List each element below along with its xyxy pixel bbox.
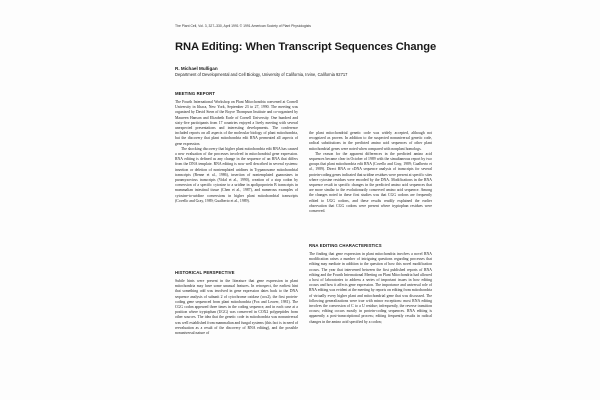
meeting-report-paragraph: The Fourth International Workshop on Plant Mitochondria convened at Cornell University in Ithaca, New York, September 23 to 27, 1990. The meeting was organized by David Stern of the Boyce Thompson Institute and co-organized by Maureen Hanson and Elizabeth Earle of Cornell University. One hundred and sixty-five participants from 17 countries enjoyed a lively meeting with several unexpected presentations and interesting developments. The conference included reports on all aspects of the molecular biology of plant mitochondria, but the discovery that plant mitochondria edit RNA permeated all aspects of gene expression. (175, 100, 298, 146)
historical-paragraph: Subtle hints were present in the literature that gene expression in plant mitochondria may have some unusual features. In retrospect, the earliest hint that something odd was involved in gene expression dates back to the DNA sequence analysis of subunit 2 of cytochrome oxidase (cox2), the first protein-coding gene sequenced from plant mitochondria (Fox and Leaver, 1981). The CGG codon appeared three times in the coding sequence, and in each case at a position where tryptophan (UGG) was conserved in COX2 polypeptides from other sources. The idea that the genetic code in mitochondria was nonuniversal was well established from mammalian and fungal systems (this fact is in need of reevaluation as a result of the discovery of RNA editing), and the possible nonuniversal nature of (175, 279, 298, 336)
right-column-intro (309, 131, 432, 214)
left-column-meeting-report (175, 100, 298, 204)
section-heading-historical-perspective: HISTORICAL PERSPECTIVE (175, 270, 235, 275)
right-intro-paragraph: The reason for the apparent differences in the predicted amino acid sequences became clear in October of 1989 with the simultaneous report by two groups that plant mitochondria edit RNA (Covello and Gray, 1989; Gualberto et al., 1989). Direct RNA or cDNA sequence analysis of transcripts for several protein-coding genes indicated that uridine residues were present at specific sites where cytosine residues were encoded by the DNA. Modifications in the RNA sequence result in specific changes in the predicted amino acid sequences that are more similar to the evolutionarily conserved amino acid sequence. Among the changes noted in these first studies was that CGG codons are frequently edited to UGG codons, and these results readily explained the earlier observation that CGG codons were present where tryptophan residues were conserved. (309, 151, 432, 214)
rna-editing-paragraph: The finding that gene expression in plant mitochondria involves a novel RNA modification raises a number of intriguing questions regarding processes that editing may mediate in addition to the question of how this novel modification occurs. The year that intervened between the first published reports of RNA editing and the Fourth International Meeting on Plant Mitochondria had allowed a host of laboratories to address a series of important issues in how editing occurs and how it affects gene expression. The importance and universal role of RNA editing was evident at the meeting by reports on editing from mitochondria of virtually every higher plant and mitochondrial gene that was discussed. The following generalizations were true with minor exceptions: most RNA editing involves the conversion of C to a U residue; infrequently, the reverse transition occurs; editing occurs mostly in protein-coding sequences. RNA editing is apparently a post-transcriptional process; editing frequently results in radical changes in the amino acid specified by a codon; (309, 252, 432, 324)
author-affiliation: Department of Developmental and Cell Biology, University of California, Irvine, California 92717 (175, 72, 348, 77)
author-name: R. Michael Mulligan (175, 66, 218, 71)
running-header: The Plant Cell, Vol. 3, 327–330, April 1991 © 1991 American Society of Plant Physiologists (175, 24, 311, 28)
article-title: RNA Editing: When Transcript Sequences Change (175, 41, 437, 53)
right-column-rna-editing (309, 252, 432, 325)
meeting-report-paragraph: The shocking discovery that higher plant mitochondria edit RNA has caused a new evaluation of the processes involved in mitochondrial gene expression. RNA editing is defined as any change in the sequence of an RNA that differs from the DNA template. RNA editing is now well described in several systems: insertion or deletion of nontemplated uridines in Trypanosome mitochondrial transcripts (Benne et al., 1986), insertion of nontemplated guanosines in paramyxovirus transcripts (Vidal et al., 1990), creation of a stop codon by conversion of a specific cytosine to a uridine in apolipoprotein B transcripts in mammalian intestinal tissue (Chen et al., 1987), and numerous examples of cytosine-to-uridine conversions in higher plant mitochondrial transcripts (Covello and Gray, 1989; Gualberto et al., 1989). (175, 146, 298, 203)
section-heading-rna-editing-characteristics: RNA EDITING CHARACTERISTICS (309, 243, 382, 248)
right-intro-paragraph: the plant mitochondrial genetic code was widely accepted, although not recognized as proven. In addition to the suspected nonuniversal genetic code, radical substitutions in the predicted amino acid sequences of other plant mitochondrial genes were noted when compared with nonplant homologs. (309, 131, 432, 151)
left-column-historical-perspective (175, 279, 298, 336)
section-heading-meeting-report: MEETING REPORT (175, 91, 216, 96)
